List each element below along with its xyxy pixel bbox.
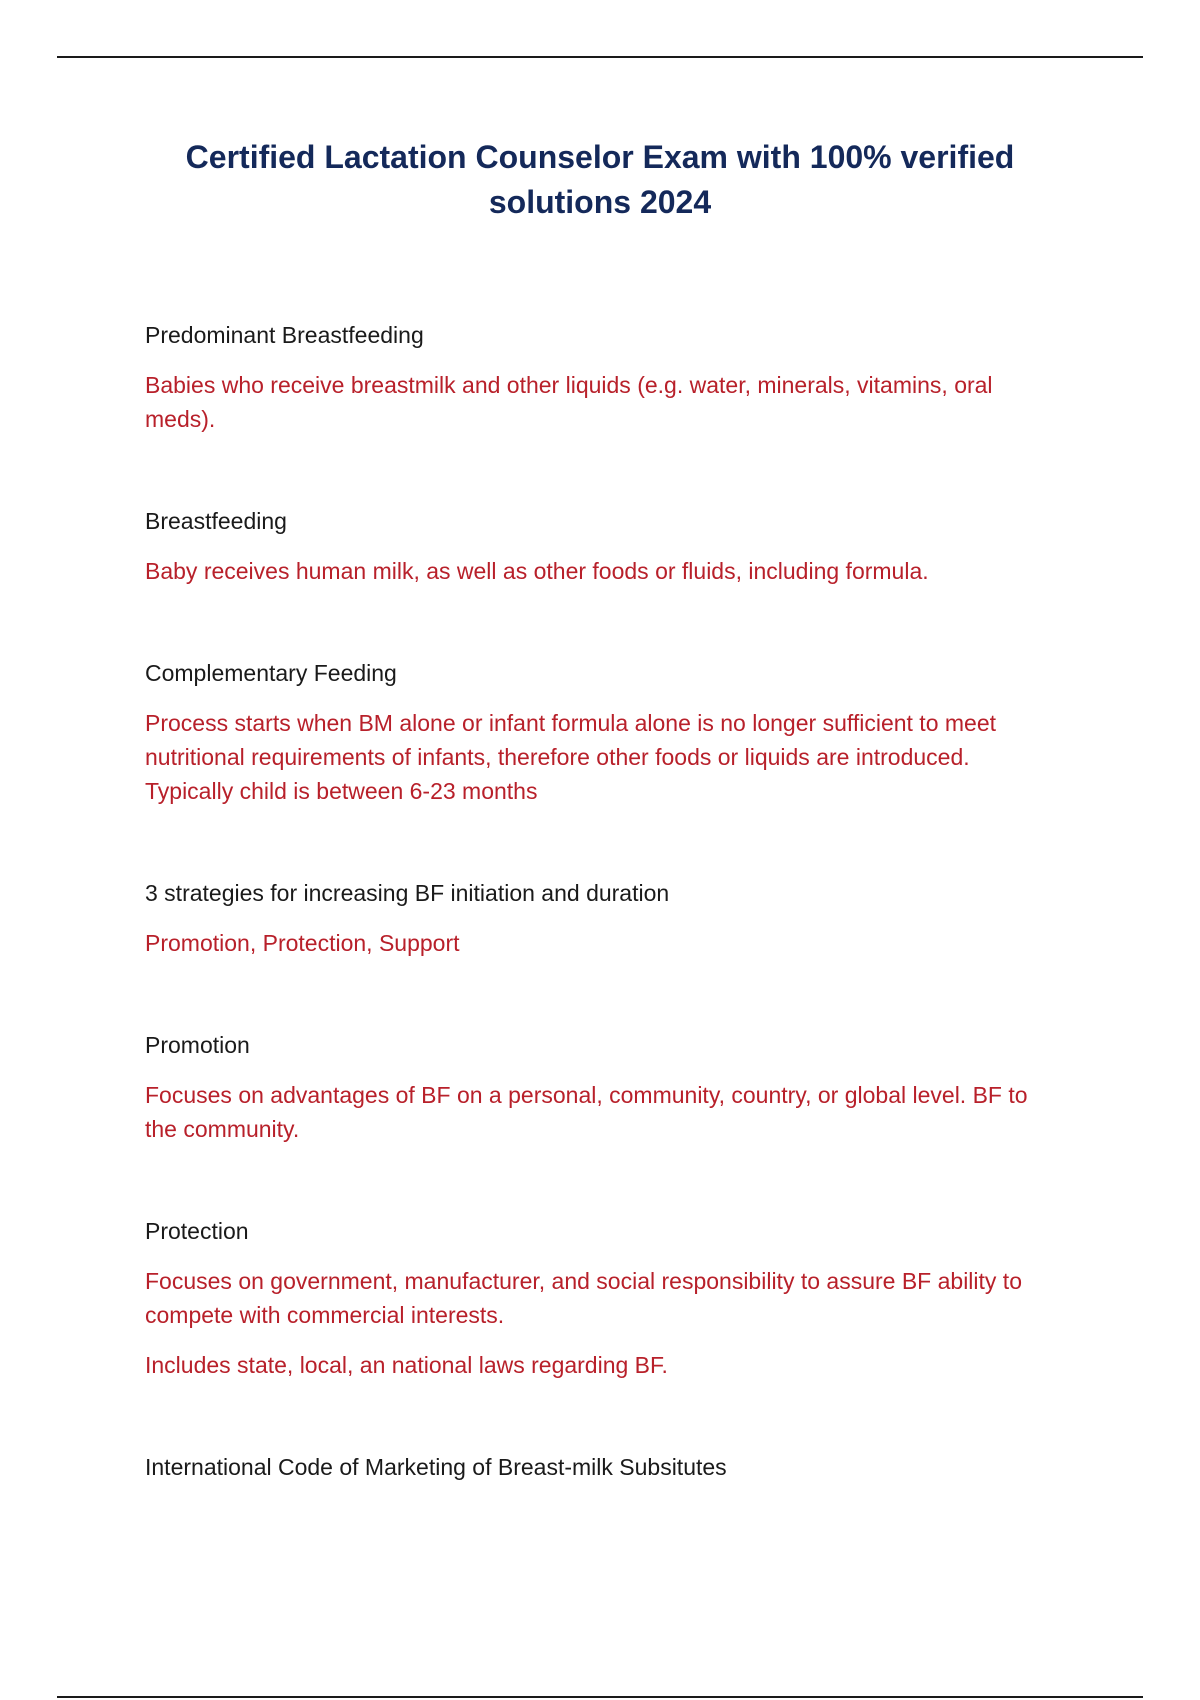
qa-entry: [145, 504, 1055, 588]
definition: Baby receives human milk, as well as other foods or fluids, including formula.: [145, 558, 929, 584]
qa-entry: [145, 318, 1055, 436]
definition: Focuses on advantages of BF on a personal, community, country, or global level. BF to the community.: [145, 1082, 1028, 1142]
qa-entry: [145, 1028, 1055, 1146]
qa-entry: [145, 876, 1055, 960]
top-rule: [57, 56, 1143, 58]
qa-list: [145, 318, 1055, 1500]
qa-entry: [145, 1214, 1055, 1382]
definition: Includes state, local, an national laws regarding BF.: [145, 1352, 668, 1378]
term: Complementary Feeding: [145, 660, 397, 686]
document-title: Certified Lactation Counselor Exam with 100% verified solutions 2024: [185, 139, 1015, 220]
qa-entry: [145, 1450, 1055, 1484]
definition: Babies who receive breastmilk and other liquids (e.g. water, minerals, vitamins, oral meds).: [145, 372, 993, 432]
definition: Focuses on government, manufacturer, and social responsibility to assure BF ability to compete with commercial interests.: [145, 1268, 1022, 1328]
qa-entry: [145, 656, 1055, 808]
definition: Process starts when BM alone or infant formula alone is no longer sufficient to meet nutritional requirements of infants, therefore other foods or liquids are introduced. Typically child is between 6-23 months: [145, 710, 997, 804]
term: International Code of Marketing of Breast-milk Subsitutes: [145, 1454, 727, 1480]
definition: Promotion, Protection, Support: [145, 930, 460, 956]
term: Protection: [145, 1218, 249, 1244]
bottom-rule: [57, 1696, 1143, 1698]
term: Predominant Breastfeeding: [145, 322, 424, 348]
term: Promotion: [145, 1032, 250, 1058]
term: 3 strategies for increasing BF initiation and duration: [145, 880, 670, 906]
term: Breastfeeding: [145, 508, 287, 534]
